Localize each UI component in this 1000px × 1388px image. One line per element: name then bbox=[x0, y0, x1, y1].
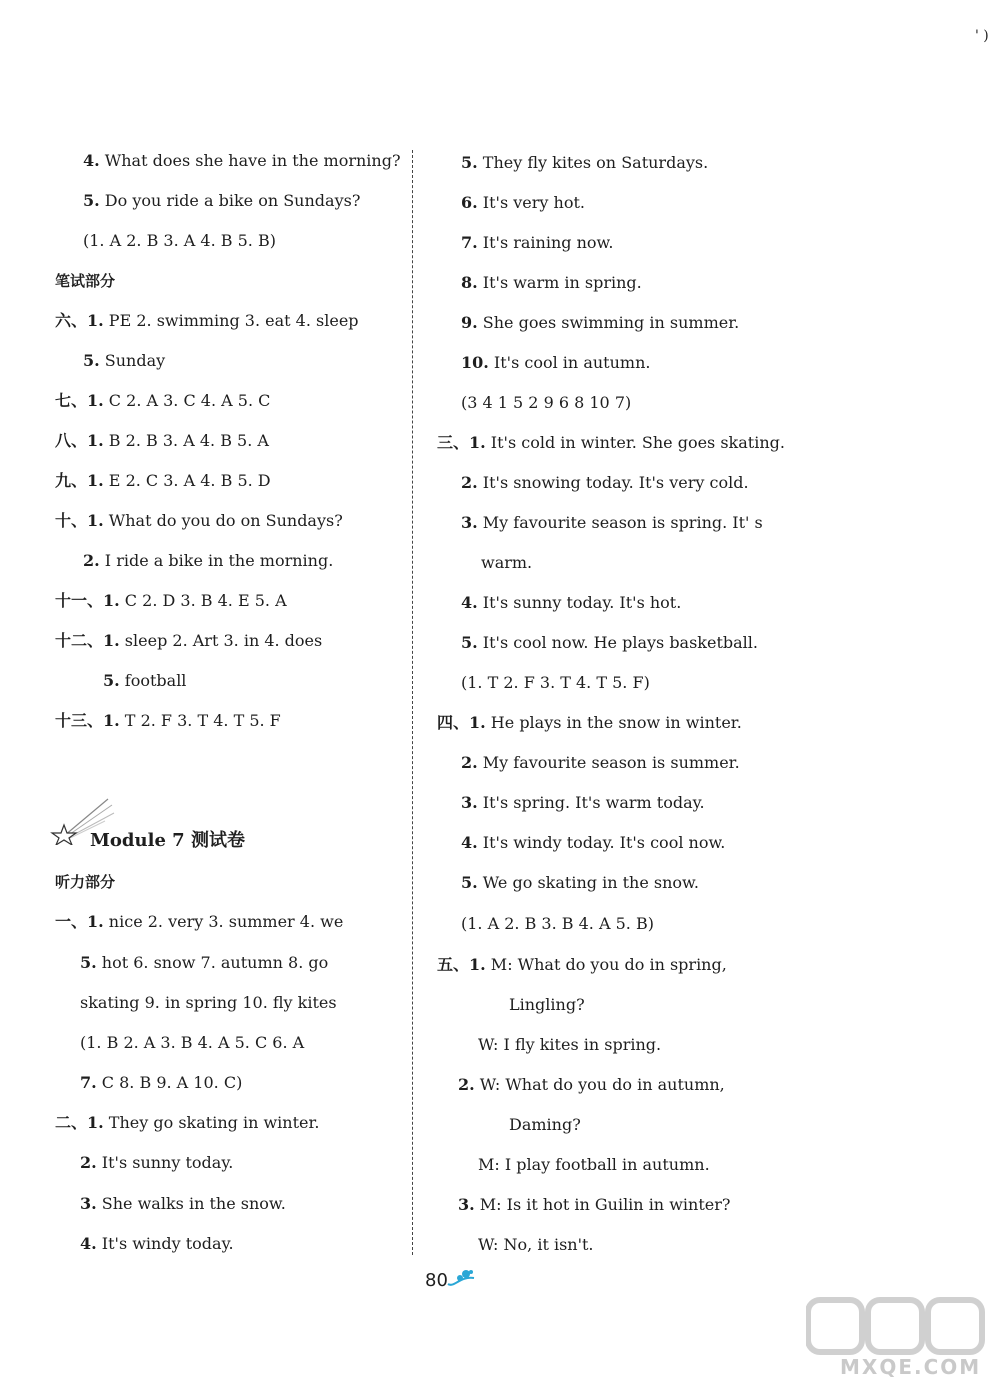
answer-line: 8. It's warm in spring. bbox=[461, 273, 642, 292]
watermark-text: MXQE.COM bbox=[840, 1355, 982, 1379]
answer-line: (1. T 2. F 3. T 4. T 5. F) bbox=[461, 673, 650, 692]
answer-line: 2. It's sunny today. bbox=[80, 1153, 234, 1172]
answer-line: 七、1. C 2. A 3. C 4. A 5. C bbox=[55, 391, 271, 410]
answer-line: 2. W: What do you do in autumn, bbox=[458, 1075, 725, 1094]
answer-line: 3. It's spring. It's warm today. bbox=[461, 793, 705, 812]
answer-line: (1. A 2. B 3. A 4. B 5. B) bbox=[83, 231, 276, 250]
answer-line: Lingling? bbox=[509, 995, 585, 1014]
flower-ornament-icon bbox=[446, 1268, 476, 1290]
answer-line: 5. football bbox=[103, 671, 187, 690]
answer-line: 八、1. B 2. B 3. A 4. B 5. A bbox=[55, 431, 269, 450]
answer-line: 9. She goes swimming in summer. bbox=[461, 313, 740, 332]
answer-line: 7. It's raining now. bbox=[461, 233, 614, 252]
answer-line: 6. It's very hot. bbox=[461, 193, 585, 212]
answer-line: 五、1. M: What do you do in spring, bbox=[437, 955, 727, 974]
answer-line: Daming? bbox=[509, 1115, 581, 1134]
answer-line: 六、1. PE 2. swimming 3. eat 4. sleep bbox=[55, 311, 359, 330]
answer-line: W: I fly kites in spring. bbox=[478, 1035, 662, 1054]
answer-line: 2. It's snowing today. It's very cold. bbox=[461, 473, 749, 492]
answer-line: 3. My favourite season is spring. It' s bbox=[461, 513, 763, 532]
answer-line: warm. bbox=[481, 553, 533, 572]
answer-line: 一、1. nice 2. very 3. summer 4. we bbox=[55, 912, 344, 931]
answer-line: 十二、1. sleep 2. Art 3. in 4. does bbox=[55, 631, 323, 650]
answer-line: W: No, it isn't. bbox=[478, 1235, 594, 1254]
answer-line: (1. B 2. A 3. B 4. A 5. C 6. A bbox=[80, 1033, 305, 1052]
answer-line: 十一、1. C 2. D 3. B 4. E 5. A bbox=[55, 591, 287, 610]
answer-line: 2. I ride a bike in the morning. bbox=[83, 551, 334, 570]
section-heading: 听力部分 bbox=[55, 873, 116, 891]
watermark-logo bbox=[806, 1296, 986, 1356]
answer-line: 5. Sunday bbox=[83, 351, 166, 370]
answer-line: 3. M: Is it hot in Guilin in winter? bbox=[458, 1195, 731, 1214]
page-number: 80 bbox=[425, 1270, 448, 1291]
answer-line: 四、1. He plays in the snow in winter. bbox=[437, 713, 742, 732]
answer-line: 5. hot 6. snow 7. autumn 8. go bbox=[80, 953, 329, 972]
answer-line: 5. It's cool now. He plays basketball. bbox=[461, 633, 758, 652]
answer-line: 5. They fly kites on Saturdays. bbox=[461, 153, 709, 172]
answer-line: 10. It's cool in autumn. bbox=[461, 353, 651, 372]
answer-line: 4. It's windy today. It's cool now. bbox=[461, 833, 726, 852]
answer-line: 5. We go skating in the snow. bbox=[461, 873, 699, 892]
answer-line: (1. A 2. B 3. B 4. A 5. B) bbox=[461, 914, 654, 933]
answer-line: 5. Do you ride a bike on Sundays? bbox=[83, 191, 361, 210]
answer-line: M: I play football in autumn. bbox=[478, 1155, 710, 1174]
answer-line: 二、1. They go skating in winter. bbox=[55, 1113, 320, 1132]
answer-line: 4. It's windy today. bbox=[80, 1234, 234, 1253]
answer-line: 十、1. What do you do on Sundays? bbox=[55, 511, 343, 530]
answer-line: 九、1. E 2. C 3. A 4. B 5. D bbox=[55, 471, 271, 490]
column-divider bbox=[412, 150, 413, 1255]
section-heading: 笔试部分 bbox=[55, 272, 116, 290]
module-title: Module 7 测试卷 bbox=[90, 830, 245, 851]
answer-line: 三、1. It's cold in winter. She goes skating. bbox=[437, 433, 785, 452]
answer-line: 十三、1. T 2. F 3. T 4. T 5. F bbox=[55, 711, 281, 730]
answer-line: 4. It's sunny today. It's hot. bbox=[461, 593, 682, 612]
answer-line: 3. She walks in the snow. bbox=[80, 1194, 286, 1213]
answer-line: skating 9. in spring 10. fly kites bbox=[80, 993, 337, 1012]
answer-line: 2. My favourite season is summer. bbox=[461, 753, 740, 772]
corner-mark: ' ) bbox=[975, 28, 989, 44]
answer-line: 7. C 8. B 9. A 10. C) bbox=[80, 1073, 243, 1092]
answer-line: 4. What does she have in the morning? bbox=[83, 151, 401, 170]
answer-line: (3 4 1 5 2 9 6 8 10 7) bbox=[461, 393, 632, 412]
